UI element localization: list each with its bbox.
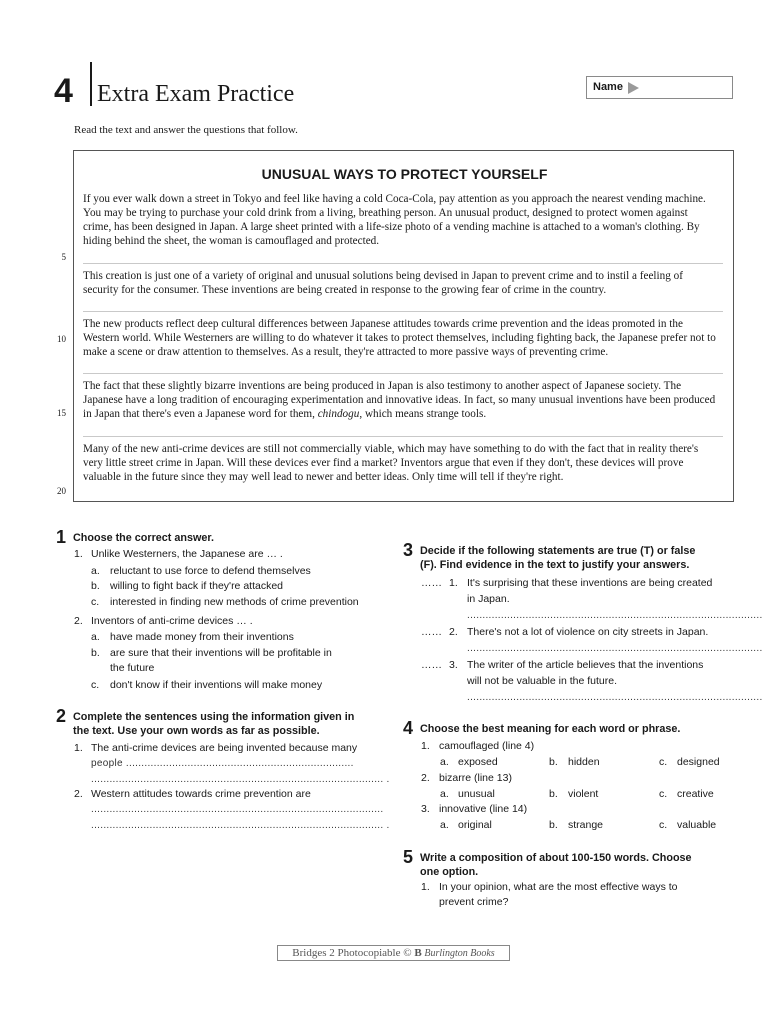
exercise-5-title-line-1: Write a composition of about 100-150 words. Choose [420, 852, 692, 864]
paragraph-divider [83, 311, 723, 312]
option-4-1a[interactable]: a. [440, 756, 449, 768]
exercise-2-number: 2 [56, 706, 67, 726]
statement-continuation: in Japan. [467, 593, 510, 605]
exercise-3-number: 3 [403, 540, 414, 560]
reading-passage [73, 150, 734, 502]
exercise-5-title-line-2: one option. [420, 866, 479, 878]
footer-copyright [277, 945, 510, 961]
tf-blank[interactable]: …… [421, 577, 442, 589]
paragraph-5: Many of the new anti-crime devices are still not commercially viable, which may have something to do with the fact that in reality there's very little street crime in Japan. Will these devices ever find a market? Inventors argue that even if they don't, these devices will prove valuable in the future since they may well lead to newer and better ideas. Only time will tell if they're right. [83, 443, 699, 483]
paragraph-4-italic: chindogu [317, 408, 360, 420]
publisher-logo-icon: B [414, 947, 422, 959]
option-4-2c[interactable]: c. [659, 788, 668, 800]
footer-brand: Bridges 2 Photocopiable © [292, 947, 412, 959]
line-number: 15 [57, 408, 66, 418]
exercise-5-number: 5 [403, 847, 414, 867]
line-number: 5 [61, 252, 66, 262]
exercise-5-option-1-cont: prevent crime? [439, 896, 509, 908]
exercise-3-title-line-2: (F). Find evidence in the text to justify your answers. [420, 559, 690, 571]
answer-line[interactable]: ............................................................................................... [91, 804, 384, 815]
answer-line[interactable]: ............................................................................................... . [91, 774, 390, 785]
paragraph-divider [83, 436, 723, 437]
paragraph-4 [83, 379, 717, 421]
paragraph-divider [83, 263, 723, 264]
option-4-3c[interactable]: c. [659, 819, 668, 831]
question-text: Unlike Westerners, the Japanese are … . [91, 548, 283, 560]
exercise-3-title-line-1: Decide if the following statements are true (T) or false [420, 545, 696, 557]
paragraph-4-text-end: , which means strange tools. [359, 408, 487, 420]
evidence-line[interactable]: ................................................................................................ [467, 692, 763, 703]
name-label: Name [593, 81, 623, 93]
question-text: Inventors of anti-crime devices … . [91, 615, 253, 627]
question-number: 1. [74, 548, 83, 560]
option-4-3b[interactable]: b. [549, 819, 558, 831]
option-4-1b[interactable]: b. [549, 756, 558, 768]
line-number: 20 [57, 486, 66, 496]
question-number: 2. [74, 615, 83, 627]
tf-blank[interactable]: …… [421, 659, 442, 671]
page-title: Extra Exam Practice [97, 81, 295, 107]
paragraph-divider [83, 373, 723, 374]
answer-line[interactable]: ............................................................................................... . [91, 820, 390, 831]
exercise-1-number: 1 [56, 527, 67, 547]
name-field[interactable] [586, 76, 733, 99]
evidence-line[interactable]: ................................................................................................ [467, 610, 763, 621]
exercise-4-number: 4 [403, 718, 414, 738]
instruction-text: Read the text and answer the questions that follow. [74, 124, 298, 136]
exercise-2-title-line-2: the text. Use your own words as far as possible. [73, 725, 320, 737]
reading-title: UNUSUAL WAYS TO PROTECT YOURSELF [261, 166, 548, 182]
exercise-2-title-line-1: Complete the sentences using the information given in [73, 711, 355, 723]
paragraph-3: The new products reflect deep cultural differences between Japanese attitudes towards crime prevention and the ideas promoted in the Western world. While Westerners are willing to do whatever it takes to protect themselves, including fighting back, the Japanese prefer not to make a scene or draw attention to themselves. As a result, they're attracted to more passive ways of preventing crime. [83, 318, 716, 358]
line-number: 10 [57, 334, 66, 344]
option-4-2a[interactable]: a. [440, 788, 449, 800]
answer-line[interactable]: people .......................................................................... [91, 758, 354, 769]
arrow-right-icon [628, 82, 639, 94]
option-4-1c[interactable]: c. [659, 756, 668, 768]
exercise-1-title: Choose the correct answer. [73, 532, 215, 544]
paragraph-2: This creation is just one of a variety of original and unusual solutions being devised in Japan to prevent crime and to instil a feeling of security for the consumer. These inventions are being created in response to the growing fear of crime in the country. [83, 270, 683, 296]
header-divider [90, 62, 92, 106]
option-4-2b[interactable]: b. [549, 788, 558, 800]
unit-number: 4 [54, 72, 73, 110]
footer-publisher: Burlington Books [424, 948, 495, 959]
evidence-line[interactable]: ................................................................................................ [467, 643, 763, 654]
paragraph-4-text: The fact that these slightly bizarre inventions are being produced in Japan is also testimony to another aspect of Japanese society. The Japanese have a long tradition of encouraging experimentation and innovative ideas. In fact, so many unusual inventions have been produced in Japan that there's even a Japanese word for them, [83, 380, 716, 420]
paragraph-1: If you ever walk down a street in Tokyo and feel like having a cold Coca-Cola, pay attention as you approach the nearest vending machine. You may be trying to purchase your cold drink from a living, breathing person. An unusual product, designed to protect women against crime, has been designed in Japan. A large sheet printed with a life-size photo of a vending machine is attached to a woman's clothing. By hiding behind the sheet, the woman is camouflaged and protected. [83, 193, 706, 247]
exercise-4-title: Choose the best meaning for each word or phrase. [420, 723, 681, 735]
option-4-3a[interactable]: a. [440, 819, 449, 831]
tf-blank[interactable]: …… [421, 626, 442, 638]
statement-continuation: will not be valuable in the future. [467, 675, 618, 687]
